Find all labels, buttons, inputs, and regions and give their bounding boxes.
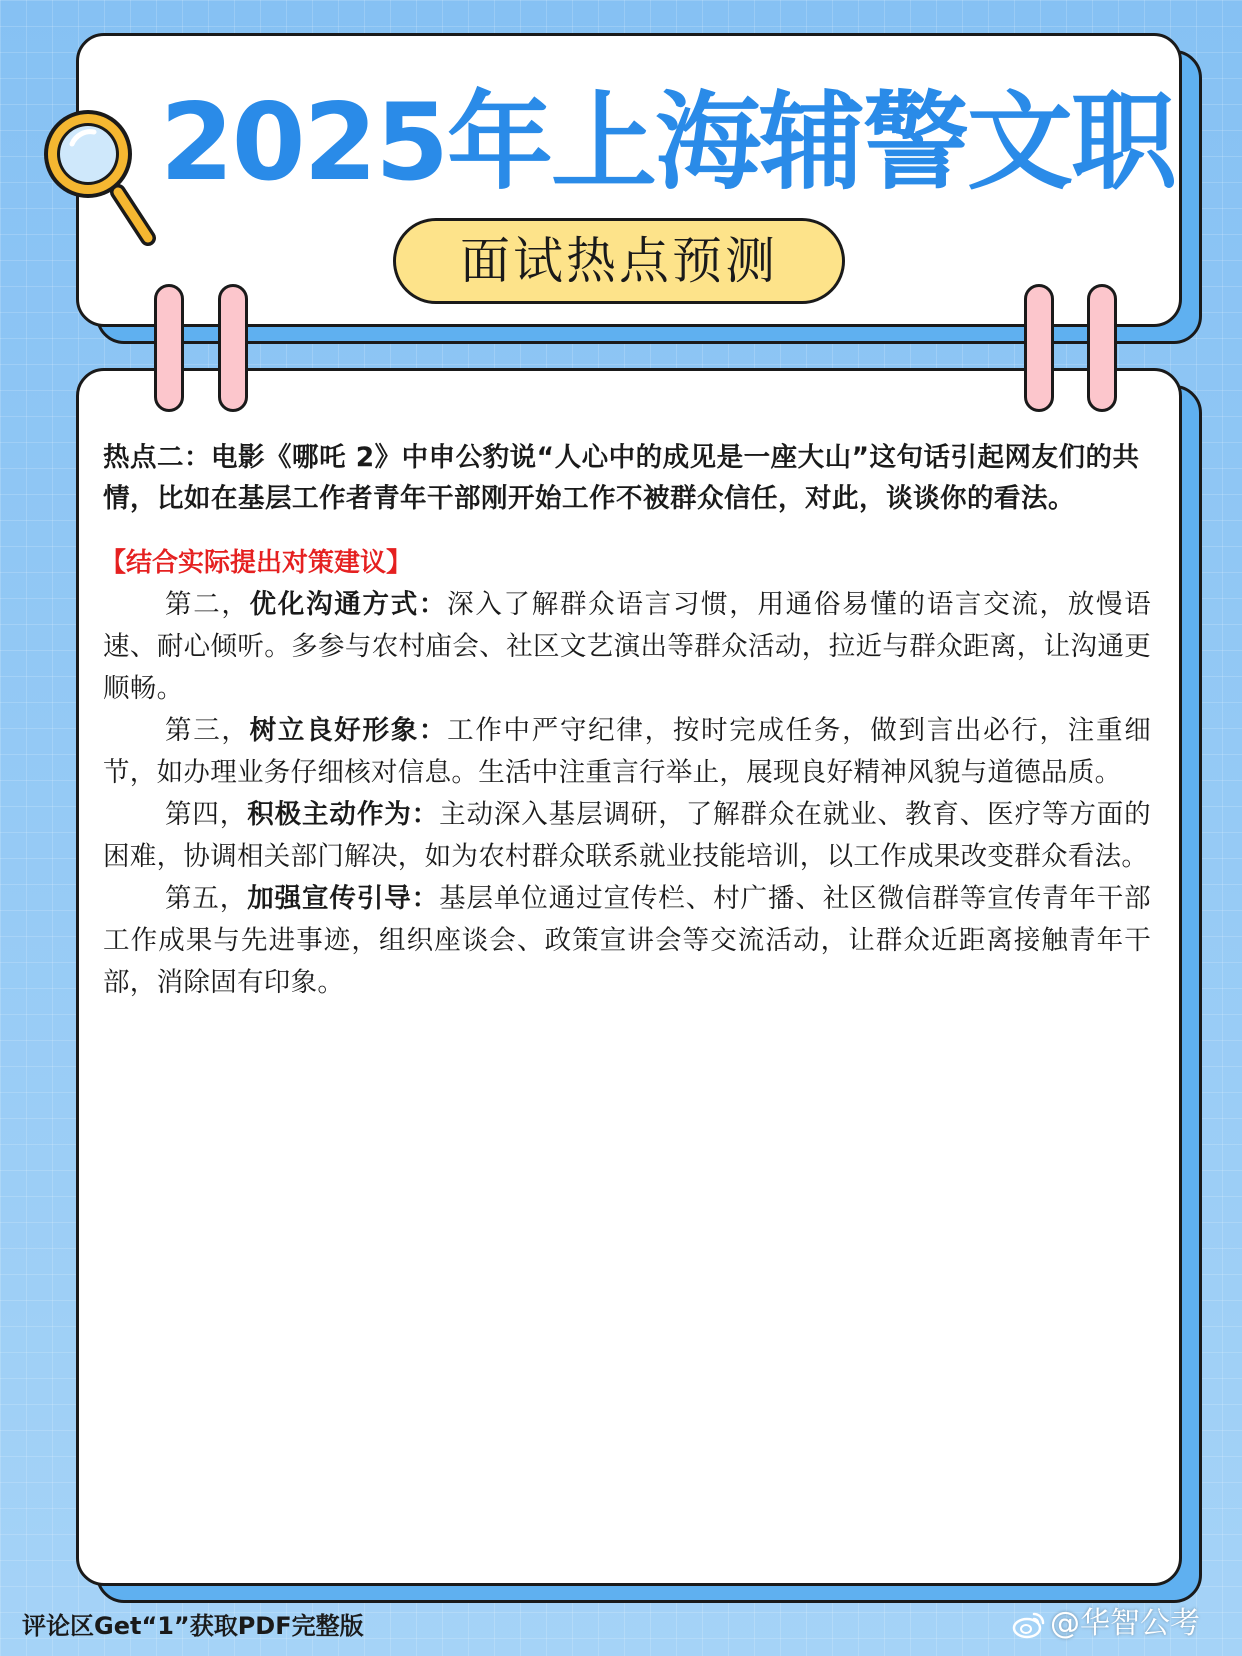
binder-ring — [1087, 284, 1117, 412]
list-item — [103, 710, 1151, 794]
list-item — [103, 794, 1151, 878]
point-prefix: 第四， — [165, 799, 248, 830]
binder-ring — [218, 284, 248, 412]
article-body — [100, 437, 1151, 1004]
point-heading: 优化沟通方式： — [249, 589, 448, 620]
magnifier-icon — [36, 100, 166, 260]
point-text: 深入了解群众语言习惯，用通俗易懂的语言交流，放慢语速、耐心倾听。多参与农村庙会、社区文艺演出等群众活动，拉近与群众距离，让沟通更顺畅。 — [103, 589, 1151, 704]
binder-ring — [1024, 284, 1054, 412]
point-text: 基层单位通过宣传栏、村广播、社区微信群等宣传青年干部工作成果与先进事迹，组织座谈会、政策宣讲会等交流活动，让群众近距离接触青年干部，消除固有印象。 — [103, 883, 1151, 998]
list-item — [103, 878, 1151, 1004]
watermark — [1012, 1604, 1200, 1644]
point-heading: 积极主动作为： — [247, 799, 440, 830]
weibo-icon — [1012, 1610, 1046, 1640]
point-prefix: 第三， — [165, 715, 250, 746]
section-heading: 【结合实际提出对策建议】 — [100, 548, 413, 578]
point-heading: 树立良好形象： — [249, 715, 448, 746]
hot-topic-question: 热点二：电影《哪吒 2》中申公豹说“人心中的成见是一座大山”这句话引起网友们的共情，比如在基层工作者青年干部刚开始工作不被群众信任，对此，谈谈你的看法。 — [103, 442, 1140, 514]
footer-cta: 评论区Get“1”获取PDF完整版 — [22, 1612, 364, 1640]
subtitle-badge: 面试热点预测 — [393, 218, 845, 304]
point-heading: 加强宣传引导： — [247, 883, 440, 914]
binder-ring — [154, 284, 184, 412]
page-title: 2025年上海辅警文职 — [160, 81, 1176, 204]
list-item — [103, 584, 1151, 710]
point-prefix: 第五， — [165, 883, 248, 914]
watermark-text: @华智公考 — [1050, 1606, 1200, 1641]
point-prefix: 第二， — [165, 589, 250, 620]
point-text: 工作中严守纪律，按时完成任务，做到言出必行，注重细节，如办理业务仔细核对信息。生活中注重言行举止，展现良好精神风貌与道德品质。 — [103, 715, 1151, 788]
point-text: 主动深入基层调研，了解群众在就业、教育、医疗等方面的困难，协调相关部门解决，如为农村群众联系就业技能培训，以工作成果改变群众看法。 — [103, 799, 1151, 872]
